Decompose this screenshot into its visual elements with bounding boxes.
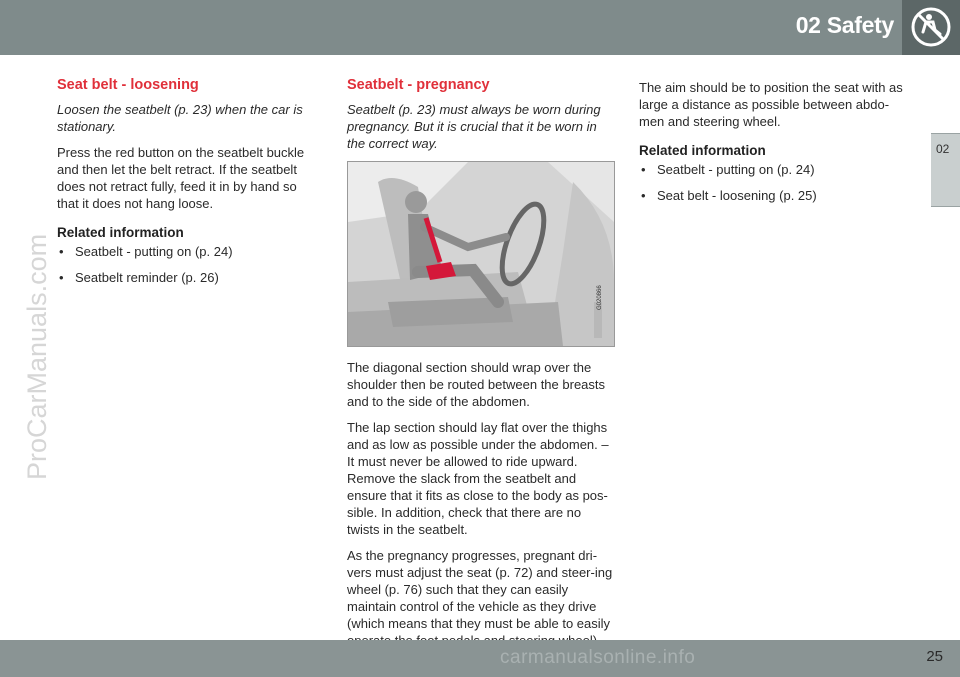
footer-watermark: carmanualsonline.info [500,647,696,668]
column-seatbelt-pregnancy [347,73,615,658]
page-header [0,0,960,55]
column-seatbelt-loosening [57,73,309,295]
heading-seatbelt-loosening: Seat belt - loosening [57,77,199,93]
column-continued [639,79,914,213]
figure-code: G020866 [597,285,603,310]
page-footer [0,640,960,677]
body-text: Press the red button on the seatbelt buckle and then let the belt retract. If the seatbelt does not retract fully, feed it in by hand so that it does not hang loose. [57,145,305,211]
related-link[interactable]: • Seatbelt reminder (p. 26) [57,269,309,286]
chapter-tab-label: 02 [936,142,950,156]
paragraph: The diagonal section should wrap over the shoulder then be routed between the breasts and to the side of the abdomen. [347,360,606,409]
pregnancy-seatbelt-illustration [347,161,615,347]
related-list [639,161,914,204]
related-list [57,243,309,286]
intro-text: Loosen the seatbelt (p. 23) when the car is stationary. [57,102,303,134]
related-heading: Related information [57,225,184,240]
car-interior-illustration [348,162,614,346]
paragraph: The aim should be to position the seat with as large a distance as possible between abdo-men and steering wheel. [639,80,903,129]
related-link[interactable]: • Seat belt - loosening (p. 25) [639,187,914,204]
chapter-tab[interactable] [931,133,960,207]
no-child-seat-icon [902,0,960,55]
related-link[interactable]: • Seatbelt - putting on (p. 24) [57,243,309,260]
side-watermark: ProCarManuals.com [22,233,52,480]
paragraph: The lap section should lay flat over the thighs and as low as possible under the abdomen. – It must never be allowed to ride upward. Remove the slack from the seatbelt and ensure that it fits as close to the body as pos-sible. In addition, check that there are no twists in the seatbelt. [347,420,609,537]
section-title: 02 Safety [795,12,894,38]
heading-seatbelt-pregnancy: Seatbelt - pregnancy [347,77,490,93]
related-link[interactable]: • Seatbelt - putting on (p. 24) [639,161,914,178]
intro-text: Seatbelt (p. 23) must always be worn during pregnancy. But it is crucial that it be worn in the correct way. [347,102,601,151]
related-heading: Related information [639,143,766,158]
page-number: 25 [926,648,943,665]
paragraph: As the pregnancy progresses, pregnant dri-vers must adjust the seat (p. 72) and steer-ing wheel (p. 76) such that they can easily maintain control of the vehicle as they drive (which means that they must be able to easily [347,548,613,631]
